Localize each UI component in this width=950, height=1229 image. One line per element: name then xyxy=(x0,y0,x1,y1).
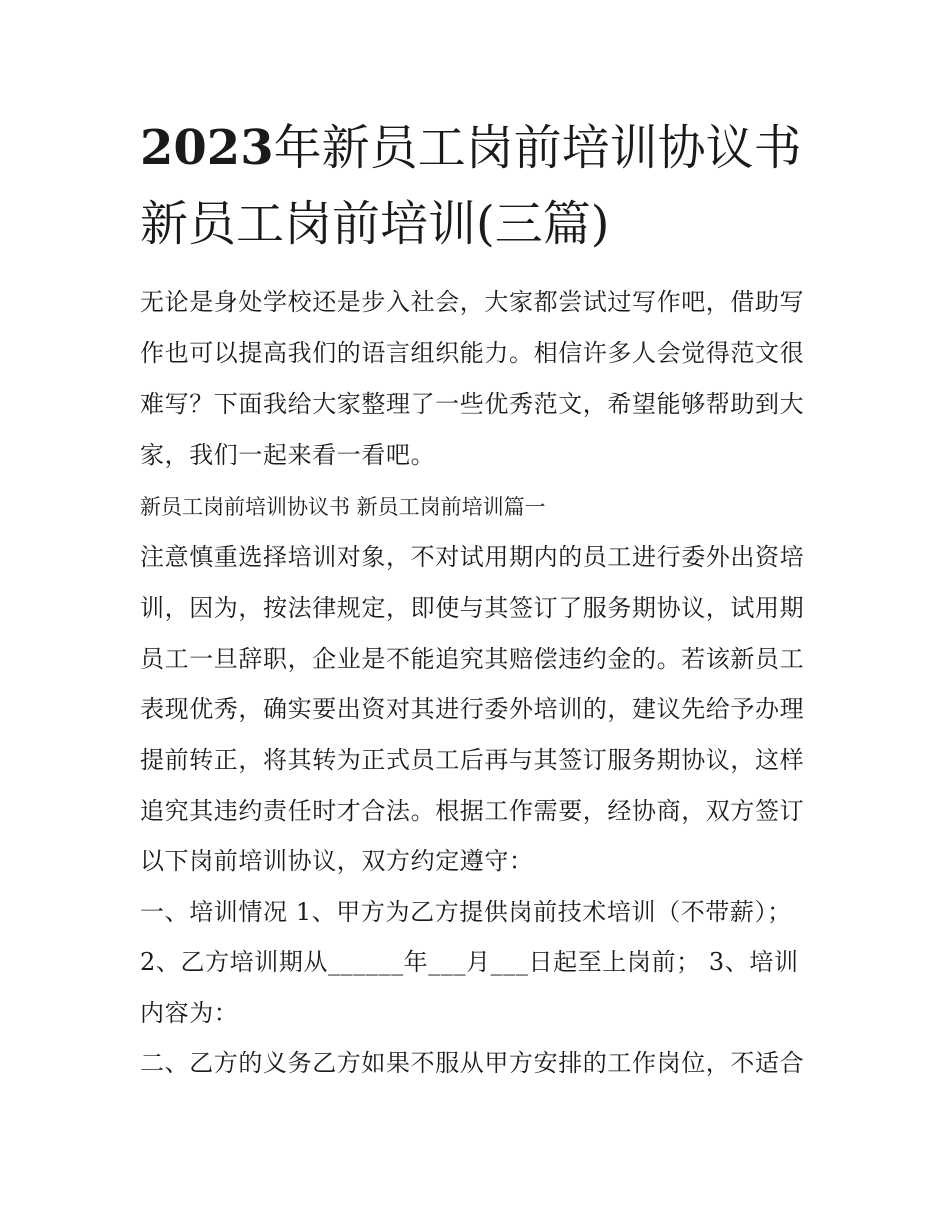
body-line: 2、乙方培训期从______年___月___日起至上岗前； 3、培训 xyxy=(140,948,799,976)
body-line: 二、乙方的义务乙方如果不服从甲方安排的工作岗位，不适合 xyxy=(140,1049,805,1077)
intro-line: 难写？下面我给大家整理了一些优秀范文，希望能够帮助到大 xyxy=(140,390,805,418)
body-line: 一、培训情况 1、甲方为乙方提供岗前技术培训（不带薪）； xyxy=(140,898,792,926)
intro-line: 作也可以提高我们的语言组织能力。相信许多人会觉得范文很 xyxy=(140,339,805,367)
body-line: 提前转正，将其转为正式员工后再与其签订服务期协议，这样 xyxy=(140,746,805,774)
intro-line: 家，我们一起来看一看吧。 xyxy=(140,441,436,469)
section-heading: 新员工岗前培训协议书 新员工岗前培训篇一 xyxy=(140,495,546,519)
title-text: 年新员工岗前培训协议书 xyxy=(273,120,802,176)
body-line: 内容为： xyxy=(140,999,239,1027)
body-line: 表现优秀，确实要出资对其进行委外培训的，建议先给予办理 xyxy=(140,695,805,723)
body-line: 追究其违约责任时才合法。根据工作需要，经协商，双方签订 xyxy=(140,797,805,825)
document-title-line-1 xyxy=(140,118,802,178)
body-line: 以下岗前培训协议，双方约定遵守： xyxy=(140,847,534,875)
title-year: 2023 xyxy=(140,120,274,176)
body-line: 员工一旦辞职，企业是不能追究其赔偿违约金的。若该新员工 xyxy=(140,645,805,673)
intro-line: 无论是身处学校还是步入社会，大家都尝试过写作吧，借助写 xyxy=(140,288,805,316)
body-line: 注意慎重选择培训对象，不对试用期内的员工进行委外出资培 xyxy=(140,543,805,571)
body-line: 训，因为，按法律规定，即使与其签订了服务期协议，试用期 xyxy=(140,594,805,622)
document-title-line-2: 新员工岗前培训(三篇) xyxy=(140,196,610,252)
